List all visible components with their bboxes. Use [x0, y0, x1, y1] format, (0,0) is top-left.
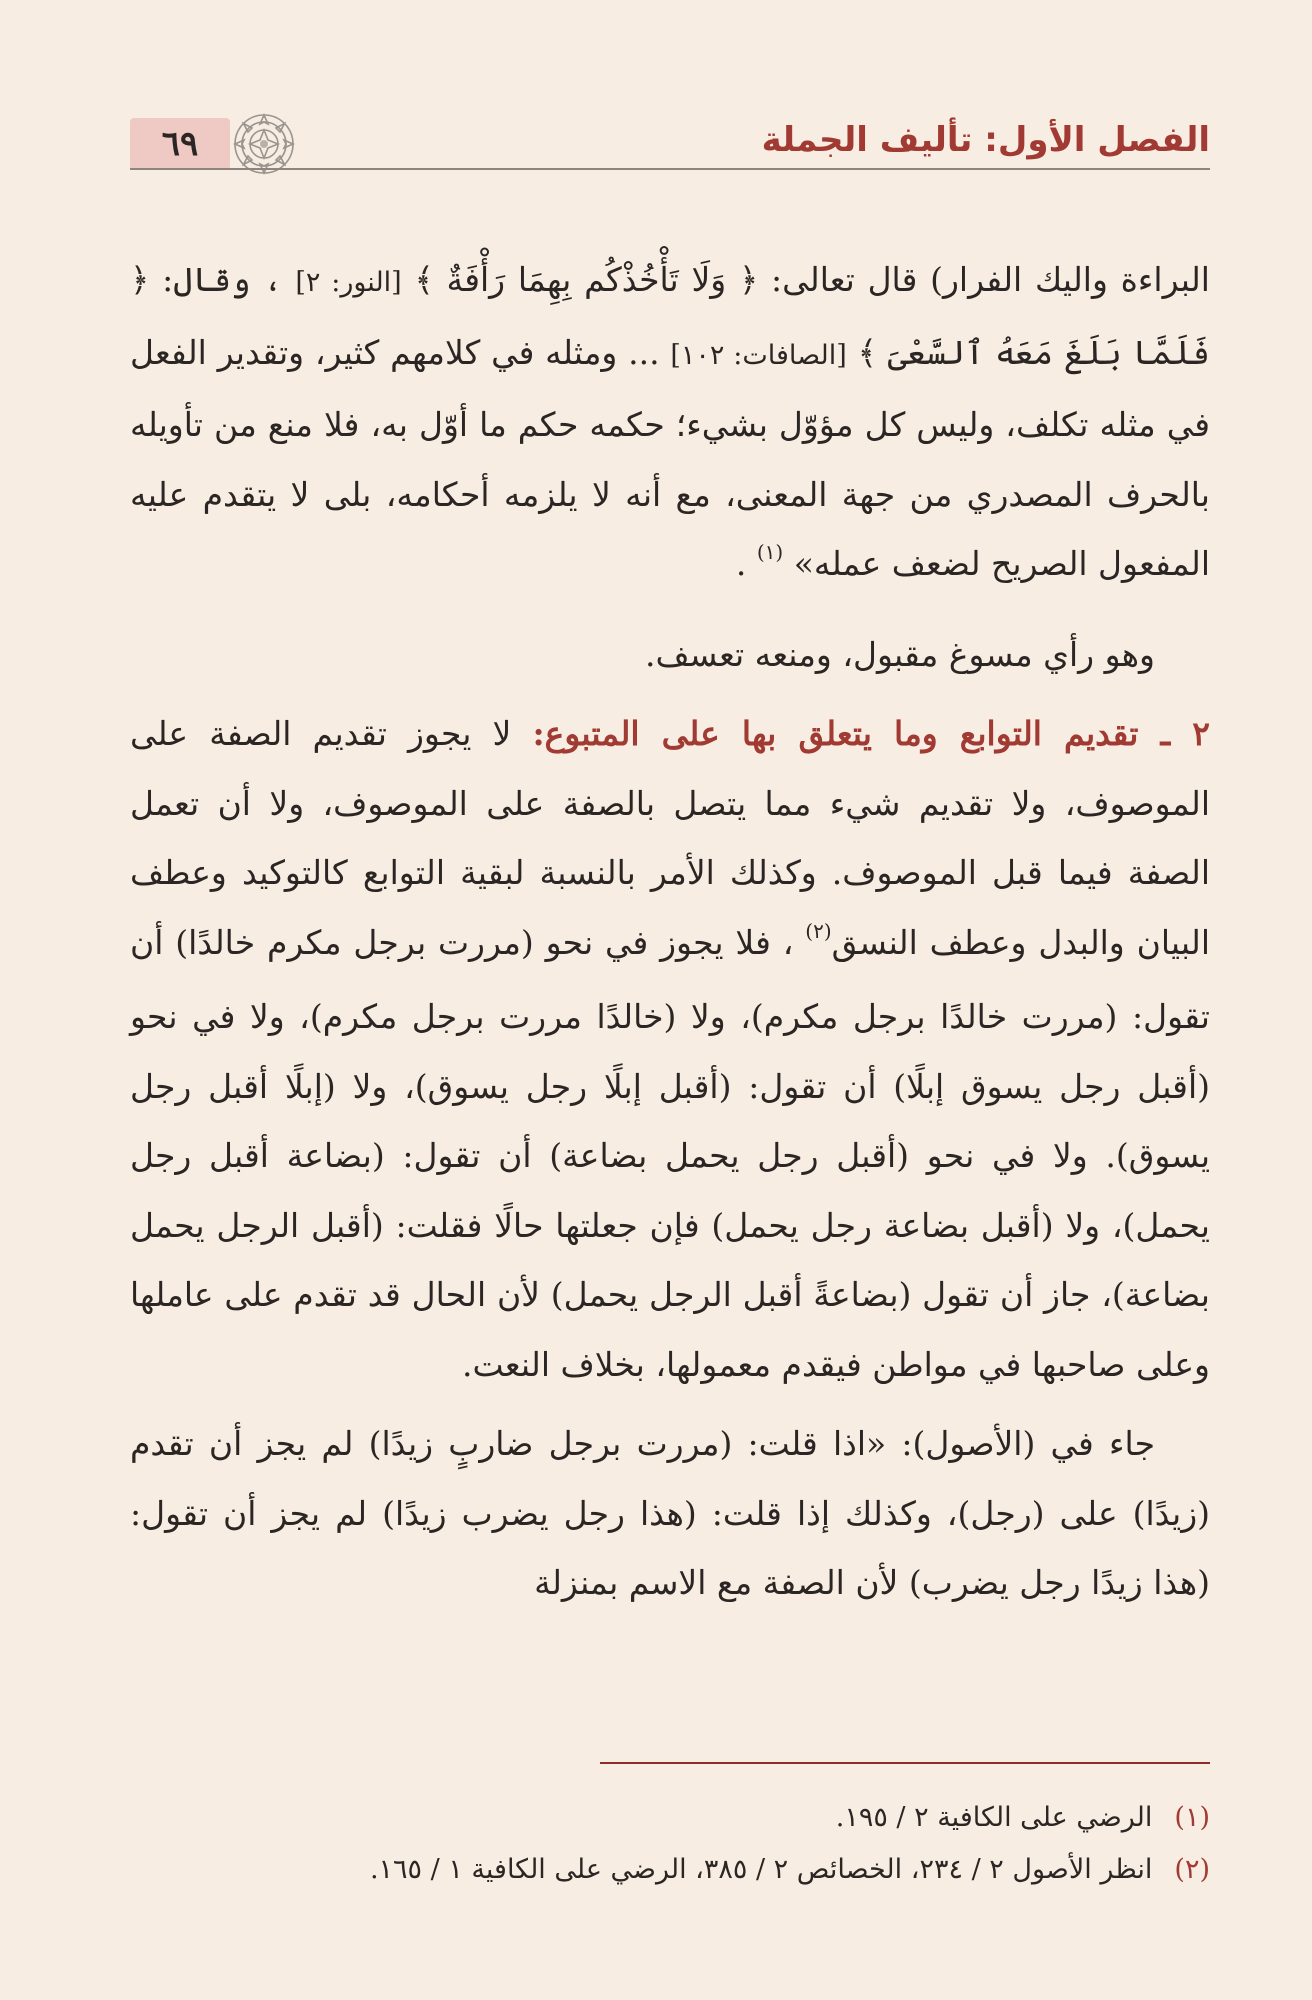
quran-verse: ﴿ فَلَمَّا بَلَغَ مَعَهُ ٱلسَّعْىَ ﴾: [130, 260, 1210, 372]
footnote-text: الرضي على الكافية ٢ / ١٩٥.: [835, 1802, 1153, 1833]
footnote-marker: (١): [756, 540, 784, 564]
text-run: ، فلا يجوز في نحو (مررت برجل مكرم خالدًا) أن تقول: (مررت خالدًا برجل مكرم)، ولا (خالدًا مررت برجل مكرم)، ولا في نحو (أقبل رجل يسوق إبلًا) أن تقول: (أقبل إبلًا رجل يسوق)، ولا (إبلًا أقبل رجل يسوق). ولا في نحو (أقبل رجل يحمل بضاعة) أن تقول: (بضاعة أقبل رجل يحمل)، ولا (أقبل بضاعة رجل يحمل) فإن جعلتها حالًا فقلت: (أقبل الرجل يحمل بضاعة)، جاز أن تقول (بضاعةً أقبل الرجل يحمل) لأن الحال قد تقدم على عاملها وعلى صاحبها في مواطن فيقدم معمولها، بخلاف النعت.: [130, 922, 1210, 1384]
page-header: [130, 112, 1210, 172]
text-run: .: [735, 544, 747, 583]
footnote-number: (١): [1174, 1802, 1210, 1833]
page-number: ٦٩: [130, 118, 230, 170]
quran-verse: ﴿ وَلَا تَأْخُذْكُم بِهِمَا رَأْفَةٌ ﴾: [414, 260, 759, 299]
text-run: لا يجوز تقديم الصفة على الموصوف، ولا تقديم شيء مما يتصل بالصفة على الموصوف، ولا أن تعمل الصفة فيما قبل الموصوف. وكذلك الأمر بالنسبة لبقية التوابع كالتوكيد وعطف البيان والبدل وعطف النسق: [130, 714, 1211, 962]
footnote-divider: [600, 1762, 1210, 1764]
section-heading: ٢ ـ تقديم التوابع وما يتعلق بها على المتبوع:: [532, 714, 1210, 753]
paragraph: [130, 699, 1210, 1399]
paragraph: وهو رأي مسوغ مقبول، ومنعه تعسف.: [644, 634, 1155, 674]
rosette-ornament-icon: [232, 112, 296, 176]
footnotes: [100, 1792, 1210, 1896]
verse-reference: [الصافات: ١٠٢]: [670, 339, 847, 371]
verse-reference: [النور: ٢]: [295, 267, 402, 298]
footnote-text: انظر الأصول ٢ / ٢٣٤، الخصائص ٢ / ٣٨٥، الرضي على الكافية ١ / ١٦٥.: [369, 1854, 1153, 1885]
footnote: [100, 1844, 1210, 1896]
text-run: البراءة واليك الفرار) قال تعالى:: [771, 260, 1210, 299]
header-divider: [130, 168, 1210, 170]
text-run: ... ومثله في كلامهم كثير، وتقدير الفعل في مثله تكلف، وليس كل مؤوّل بشيء؛ حكمه حكم ما أوّل به، فلا منع من تأويله بالحرف المصدري من جهة المعنى، مع أنه لا يلزمه أحكامه، بلى لا يتقدم عليه المفعول الصريح لضعف عمله»: [130, 332, 1210, 583]
footnote-marker: (٢): [805, 918, 832, 943]
paragraph: جاء في (الأصول): «اذا قلت: (مررت برجل ضاربٍ زيدًا) لم يجز أن تقدم (زيدًا) على (رجل)، وكذلك إذا قلت: (هذا رجل يضرب زيدًا) لم يجز أن تقول: (هذا زيدًا رجل يضرب) لأن الصفة مع الاسم بمنزلة: [130, 1424, 1210, 1602]
paragraph: [130, 245, 1210, 604]
chapter-title: الفصل الأول: تأليف الجملة: [761, 120, 1210, 160]
footnote-number: (٢): [1174, 1854, 1210, 1885]
footnote: [100, 1792, 1210, 1844]
text-run: ، وقال:: [162, 260, 283, 299]
main-text: [130, 245, 1210, 1618]
